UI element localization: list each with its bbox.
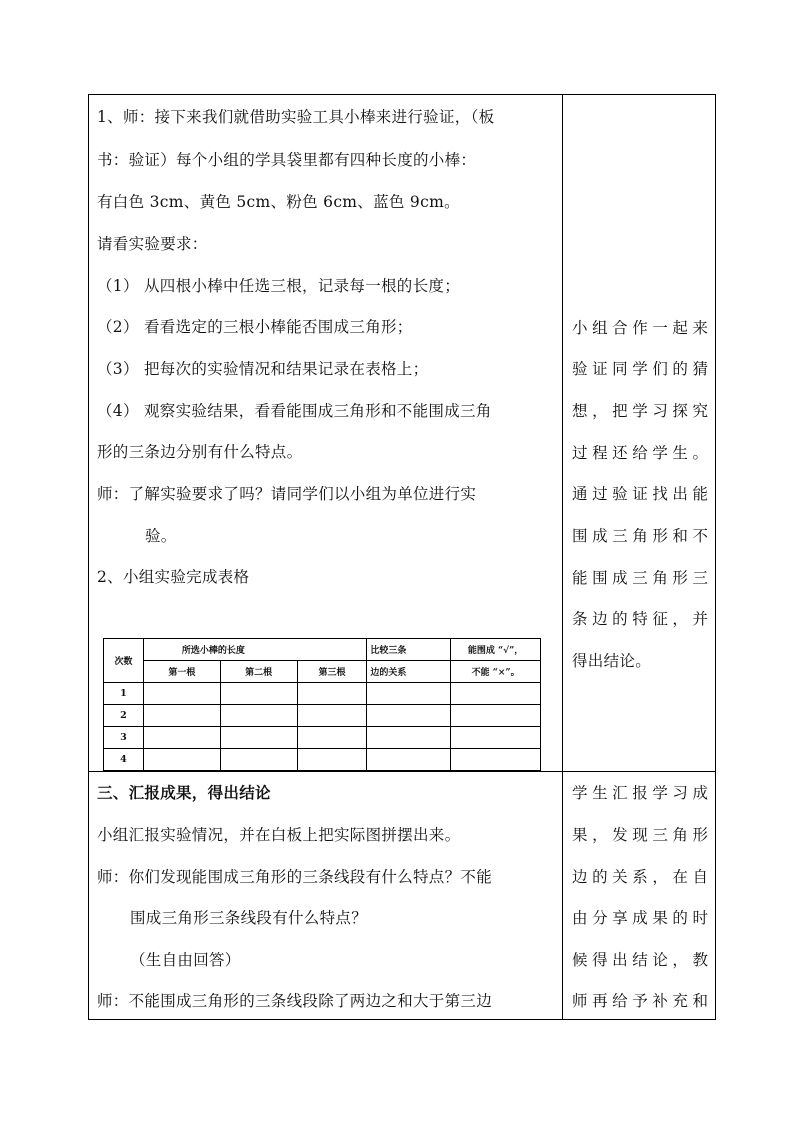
- table-cell: [367, 727, 451, 749]
- header-lengths: 所选小棒的长度: [143, 639, 366, 661]
- text-line: 小组汇报实验情况，并在白板上把实际图拼摆出来。: [97, 826, 461, 844]
- table-cell: [367, 749, 451, 771]
- header-first: 第一根: [143, 661, 220, 683]
- table-cell: [451, 705, 541, 727]
- table-cell: [297, 749, 367, 771]
- column-divider: [562, 94, 563, 1020]
- text-line: （4） 观察实验结果，看看能围成三角形和不能围成三角: [97, 402, 492, 420]
- text-line: 请看实验要求：: [97, 235, 208, 253]
- header-compare: 比较三条: [367, 639, 451, 661]
- text-line: 围成三角形三条线段有什么特点？: [130, 909, 368, 927]
- text-line: 书：验证）每个小组的学具袋里都有四种长度的小棒：: [97, 151, 477, 169]
- note-line: 围成三角形和不: [572, 527, 708, 545]
- table-cell: [220, 749, 297, 771]
- text-line: （生自由回答）: [130, 951, 241, 969]
- row-number: 2: [104, 705, 144, 727]
- table-cell: [367, 683, 451, 705]
- note-line: 小组合作一起来: [572, 319, 708, 337]
- note-line: 由分享成果的时: [572, 909, 708, 927]
- row-number: 4: [104, 749, 144, 771]
- note-line: 候得出结论，教: [572, 951, 708, 969]
- note-line: 条边的特征，并: [572, 610, 708, 628]
- table-cell: [451, 727, 541, 749]
- note-line: 想，把学习探究: [572, 402, 708, 420]
- header-second: 第二根: [220, 661, 297, 683]
- note-line: 通过验证找出能: [572, 485, 708, 503]
- text-line: 1、师：接下来我们就借助实验工具小棒来进行验证，（板: [97, 108, 495, 126]
- text-line: （1） 从四根小棒中任选三根，记录每一根的长度；: [97, 277, 460, 295]
- text-line: 2、小组实验完成表格: [97, 568, 250, 586]
- note-line: 得出结论。: [572, 652, 652, 670]
- header-result: 能围成 “√”，: [451, 639, 541, 661]
- section-heading: 三、汇报成果，得出结论: [97, 783, 271, 802]
- experiment-table: [103, 638, 541, 771]
- note-line: 师再给予补充和: [572, 992, 708, 1010]
- note-line: 学生汇报学习成: [572, 784, 708, 802]
- header-compare-2: 边的关系: [367, 661, 451, 683]
- table-cell: [143, 705, 220, 727]
- note-line: 过程还给学生。: [572, 444, 708, 462]
- text-line: 师：了解实验要求了吗？请同学们以小组为单位进行实: [97, 485, 477, 503]
- table-row: [104, 727, 541, 749]
- header-result-2: 不能 “×”。: [451, 661, 541, 683]
- table-cell: [220, 683, 297, 705]
- table-cell: [297, 705, 367, 727]
- note-line: 验证同学们的猜: [572, 360, 708, 378]
- table-cell: [367, 705, 451, 727]
- header-times: 次数: [104, 639, 144, 683]
- header-third: 第三根: [297, 661, 367, 683]
- text-line: （3） 把每次的实验情况和结果记录在表格上；: [97, 360, 429, 378]
- note-line: 果，发现三角形: [572, 826, 708, 844]
- row-number: 1: [104, 683, 144, 705]
- text-line: 师：不能围成三角形的三条线段除了两边之和大于第三边: [97, 992, 493, 1010]
- text-line: （2） 看看选定的三根小棒能否围成三角形；: [97, 318, 413, 336]
- text-line: 有白色 3cm、黄色 5cm、粉色 6cm、蓝色 9cm。: [97, 193, 460, 211]
- table-cell: [451, 749, 541, 771]
- note-line: 边的关系，在自: [572, 868, 708, 886]
- table-row: [104, 683, 541, 705]
- table-row: [104, 749, 541, 771]
- table-cell: [220, 705, 297, 727]
- table-cell: [297, 683, 367, 705]
- table-cell: [143, 683, 220, 705]
- row-divider: [88, 771, 716, 772]
- table-cell: [297, 727, 367, 749]
- table-cell: [143, 749, 220, 771]
- text-line: 师：你们发现能围成三角形的三条线段有什么特点？不能: [97, 868, 493, 886]
- row-number: 3: [104, 727, 144, 749]
- table-cell: [220, 727, 297, 749]
- table-row: [104, 705, 541, 727]
- text-line: 验。: [145, 527, 177, 545]
- note-line: 能围成三角形三: [572, 569, 708, 587]
- text-line: 形的三条边分别有什么特点。: [97, 443, 303, 461]
- table-cell: [451, 683, 541, 705]
- table-cell: [143, 727, 220, 749]
